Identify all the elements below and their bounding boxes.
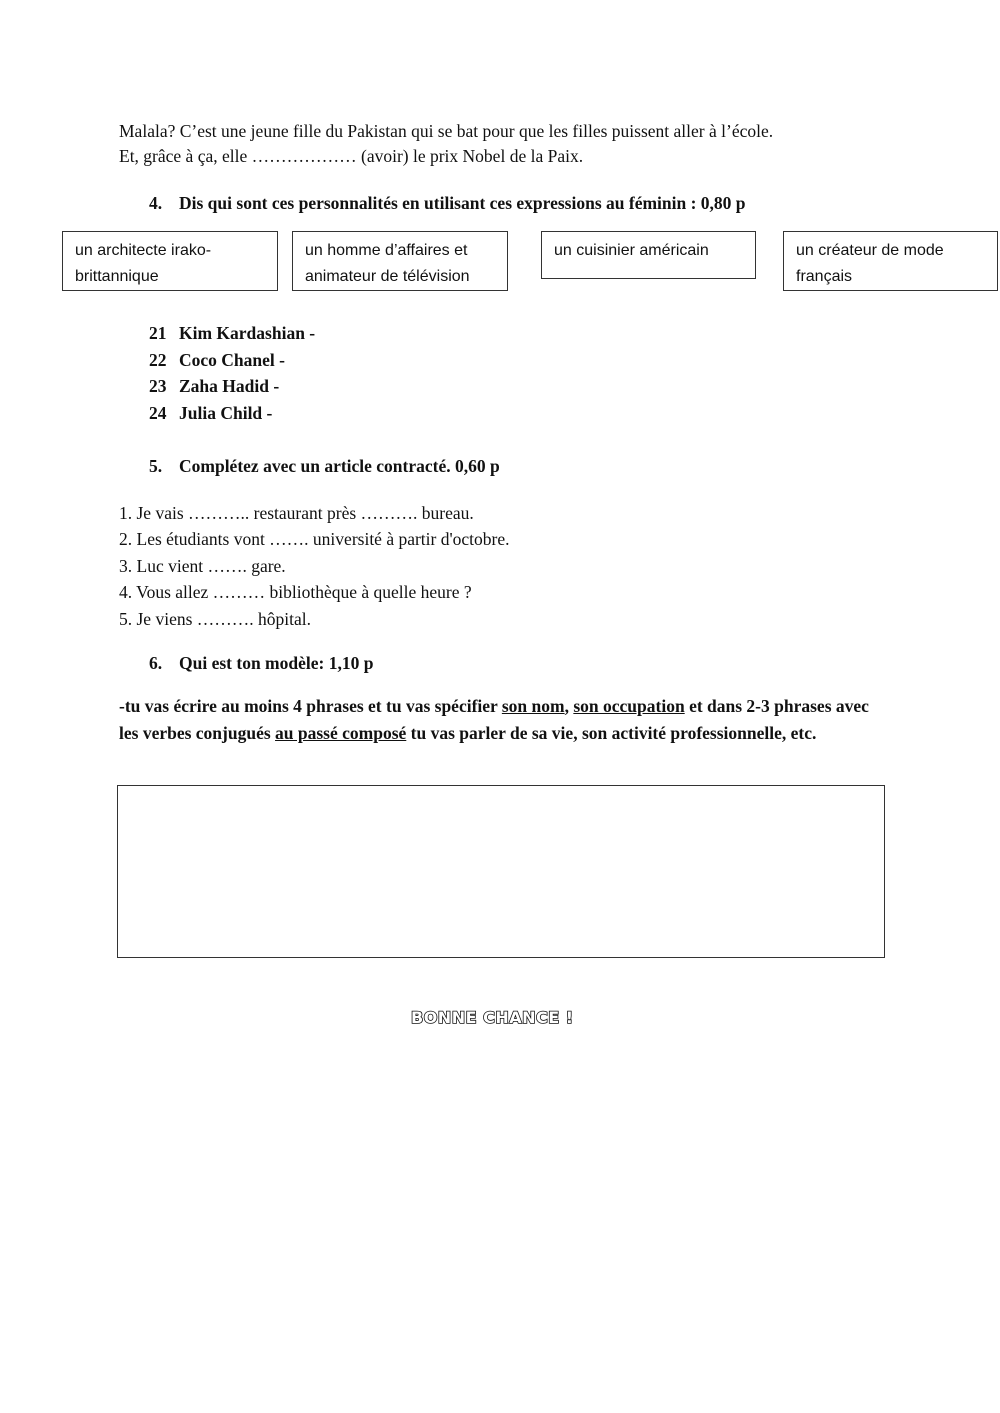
intro-line-2: Et, grâce à ça, elle ……………… (avoir) le prix Nobel de la Paix. xyxy=(119,146,584,166)
intro-line-1: Malala? C’est une jeune fille du Pakistan qui se bat pour que les filles puissent aller à l’école. xyxy=(119,121,774,141)
section-4-number: 4. xyxy=(149,193,163,213)
expression-box-3 xyxy=(541,231,756,279)
person-item xyxy=(149,403,272,424)
instruction-text: et dans 2-3 phrases avec les verbes conjugués xyxy=(119,696,869,743)
instruction-text: -tu vas écrire au moins 4 phrases et tu vas spécifier xyxy=(119,696,502,716)
person-name: Coco Chanel - xyxy=(179,350,285,370)
instruction-underlined-occupation: son occupation xyxy=(573,696,685,716)
person-number: 22 xyxy=(149,350,167,370)
expression-box-4 xyxy=(783,231,998,291)
person-number: 21 xyxy=(149,323,167,343)
person-item xyxy=(149,350,285,371)
section-6-title: Qui est ton modèle: 1,10 p xyxy=(179,653,374,673)
person-item xyxy=(149,323,315,344)
expression-box-2 xyxy=(292,231,508,291)
instruction-underlined-name: son nom xyxy=(501,696,565,716)
fill-in-sentence-3: 3. Luc vient ……. gare. xyxy=(119,556,286,576)
expression-2-line-1: un homme d’affaires et xyxy=(305,242,468,259)
person-name: Julia Child - xyxy=(179,403,273,423)
expression-4-line-1: un créateur de mode xyxy=(796,242,944,259)
writing-instruction xyxy=(119,693,889,746)
section-4-heading xyxy=(149,193,746,214)
instruction-text: tu vas parler de sa vie, son activité professionnelle, etc. xyxy=(406,722,817,743)
expression-2-line-2: animateur de télévision xyxy=(305,268,470,285)
instruction-text: , xyxy=(564,696,574,716)
expression-3-line-1: un cuisinier américain xyxy=(554,242,709,259)
person-name: Zaha Hadid - xyxy=(179,376,280,396)
section-6-heading xyxy=(149,653,373,674)
expression-1-line-2: brittannique xyxy=(75,268,159,285)
expression-4-line-2: français xyxy=(796,268,853,285)
fill-in-sentence-2: 2. Les étudiants vont ……. université à partir d'octobre. xyxy=(119,529,510,549)
person-number: 24 xyxy=(149,403,167,423)
section-6-number: 6. xyxy=(149,653,163,673)
section-5-title: Complétez avec un article contracté. 0,60 p xyxy=(179,456,500,476)
section-4-title: Dis qui sont ces personnalités en utilisant ces expressions au féminin : 0,80 p xyxy=(179,193,746,213)
expression-1-line-1: un architecte irako- xyxy=(75,242,212,259)
instruction-underlined-tense: au passé composé xyxy=(275,722,407,743)
section-5-heading xyxy=(149,456,500,477)
person-name: Kim Kardashian - xyxy=(179,323,316,343)
person-item xyxy=(149,376,279,397)
person-number: 23 xyxy=(149,376,167,396)
section-5-number: 5. xyxy=(149,456,163,476)
answer-box[interactable] xyxy=(117,785,885,958)
fill-in-sentence-4: 4. Vous allez ……… bibliothèque à quelle heure ? xyxy=(119,582,472,602)
expression-box-1 xyxy=(62,231,278,291)
fill-in-sentence-5: 5. Je viens ………. hôpital. xyxy=(119,609,311,629)
good-luck-text: BONNE CHANCE ! xyxy=(411,1008,574,1027)
fill-in-sentence-1: 1. Je vais ……….. restaurant près ………. bureau. xyxy=(119,503,474,523)
